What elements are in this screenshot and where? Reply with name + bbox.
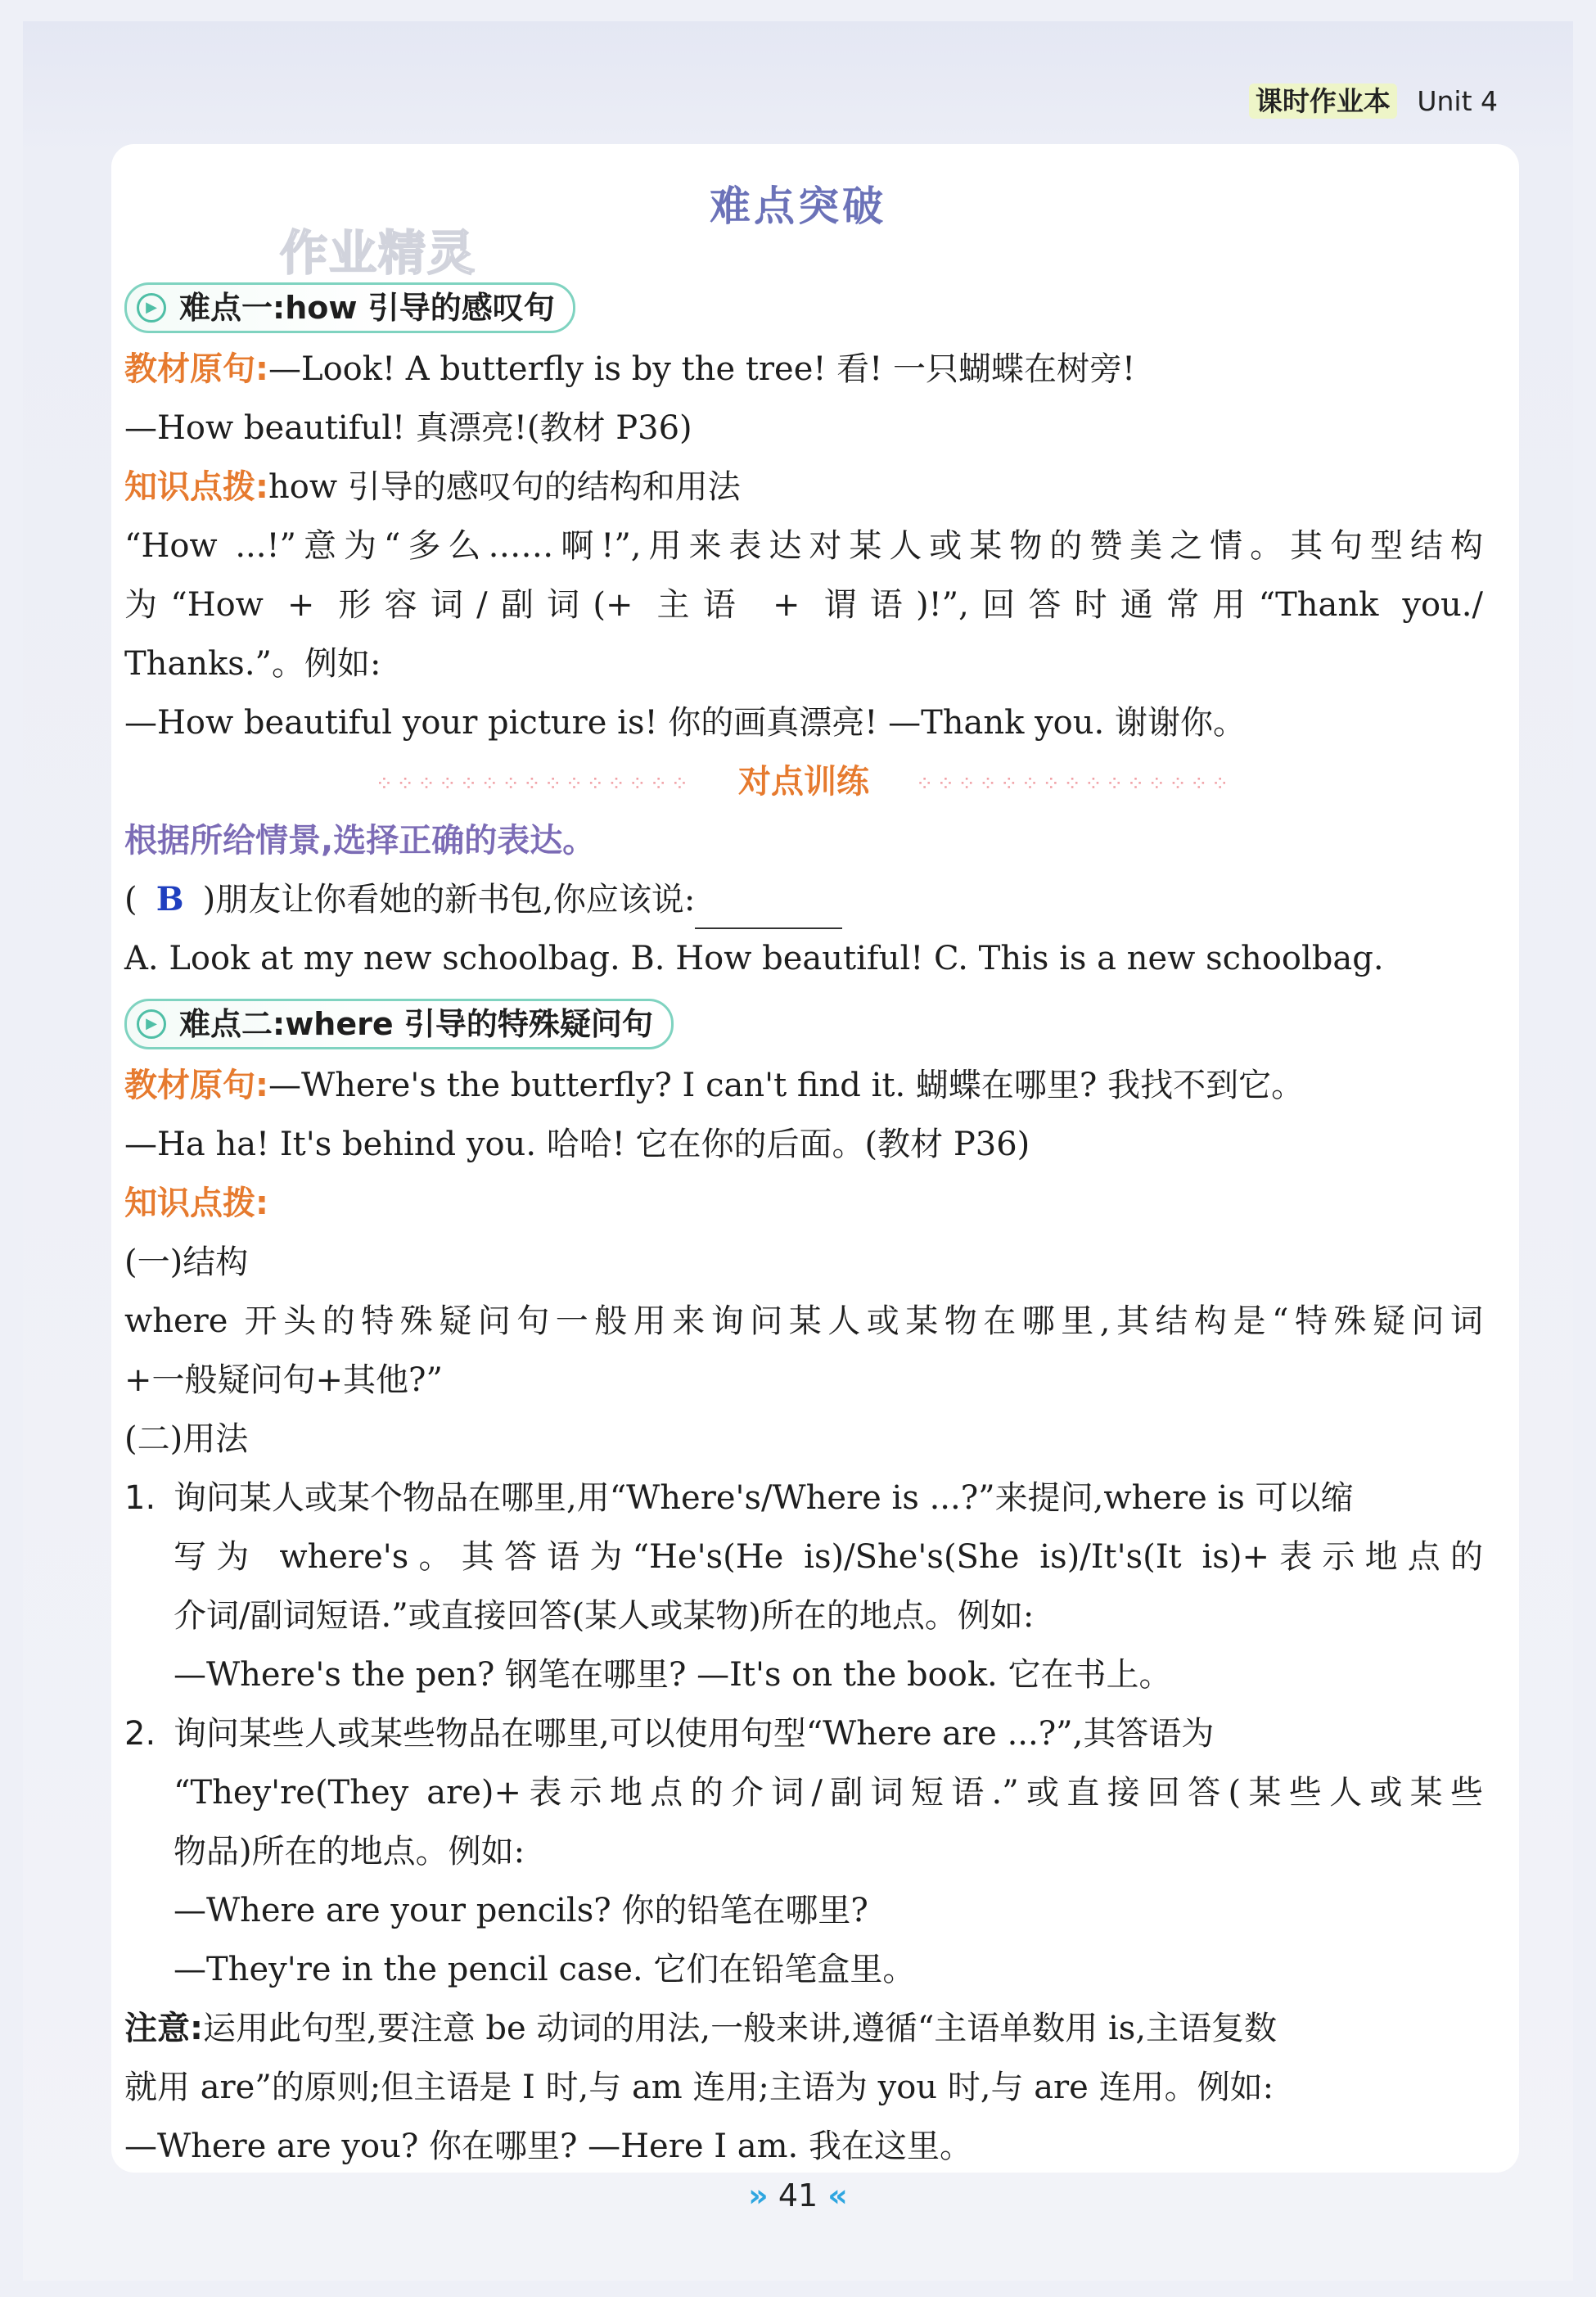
section1-kp-text: how 引导的感叹句的结构和用法 [268, 468, 741, 506]
note-label: 注意: [124, 2010, 203, 2047]
double-chevron-left-icon: « [827, 2177, 848, 2214]
page-title: 难点突破 [710, 183, 886, 230]
training-label: 对点训练 [738, 763, 869, 801]
section1-source-line2: —How beautiful! 真漂亮!(教材 P36) [124, 409, 692, 447]
page-number: 41 [778, 2177, 818, 2214]
section2-source-line2: —Ha ha! It's behind you. 哈哈! 它在你的后面。(教材 P36) [124, 1126, 1030, 1163]
usage1-example: —Where's the pen? 钢笔在哪里? —It's on the book. 它在书上。 [174, 1656, 1172, 1694]
play-arrow-icon: ▶ [137, 293, 166, 323]
note-line1 [124, 1999, 1483, 2058]
usage2-number: 2. [124, 1715, 156, 1753]
usage2-line1 [124, 1704, 1483, 1763]
note-example: —Where are you? 你在哪里? —Here I am. 我在这里。 [124, 2128, 972, 2165]
section1-heading [124, 282, 575, 333]
training-question [124, 870, 1483, 929]
section2-heading-text: 难点二:where 引导的特殊疑问句 [179, 1006, 653, 1042]
section1-body-line2: 为“How + 形容词/副词(+ 主语 + 谓语)!”,回答时通常用“Thank you./ [124, 586, 1483, 624]
double-chevron-right-icon: » [748, 2177, 769, 2214]
structure-line2: +一般疑问句+其他?” [124, 1361, 443, 1399]
usage2-line3: 物品)所在的地点。例如: [174, 1833, 525, 1871]
usage1-line1 [124, 1469, 1483, 1528]
section2-source-line1 [124, 1056, 1483, 1115]
note-line2: 就用 are”的原则;但主语是 I 时,与 am 连用;主语为 you 时,与 are 连用。例如: [124, 2069, 1274, 2106]
section2-heading [124, 999, 674, 1049]
section2-source-text1: —Where's the butterfly? I can't find it. 蝴蝶在哪里? 我找不到它。 [268, 1067, 1305, 1104]
section1-body-line3: Thanks.”。例如: [124, 645, 381, 683]
section1-kp-line [124, 458, 1483, 517]
section1-body-line1: “How ...!”意为“多么……啊!”,用来表达对某人或某物的赞美之情。其句型结构 [124, 527, 1483, 565]
training-instruction: 根据所给情景,选择正确的表达。 [124, 822, 596, 860]
usage1-line2: 写为 where's。其答语为“He's(He is)/She's(She is)/It's(It is)+表示地点的 [174, 1538, 1483, 1576]
usage-title: (二)用法 [124, 1420, 249, 1458]
answer-blank [695, 888, 842, 929]
usage1-text1: 询问某人或某个物品在哪里,用“Where's/Where is ...?”来提问,where is 可以缩 [174, 1479, 1354, 1517]
book-title: 课时作业本 [1249, 83, 1397, 119]
section1-heading-text: 难点一:how 引导的感叹句 [179, 290, 555, 326]
note-text1: 运用此句型,要注意 be 动词的用法,一般来讲,遵循“主语单数用 is,主语复数 [203, 2010, 1278, 2047]
play-arrow-icon: ▶ [137, 1009, 166, 1039]
section1-source-line1 [124, 340, 1483, 399]
section2-kp-label: 知识点拨: [124, 1185, 268, 1222]
structure-title: (一)结构 [124, 1243, 249, 1281]
question-paren: ( [124, 881, 138, 918]
training-dots-left: ⁘⁘⁘⁘⁘⁘⁘⁘⁘⁘⁘⁘⁘⁘⁘ [375, 772, 692, 797]
section2-source-label: 教材原句: [124, 1067, 268, 1104]
training-banner [124, 752, 1483, 811]
watermark-logo: 作业精灵 [280, 225, 477, 281]
running-header [1249, 80, 1498, 119]
section1-source-label: 教材原句: [124, 350, 268, 388]
usage1-number: 1. [124, 1479, 156, 1517]
page-footer [0, 2177, 1596, 2214]
training-dots-right: ⁘⁘⁘⁘⁘⁘⁘⁘⁘⁘⁘⁘⁘⁘⁘ [915, 772, 1233, 797]
usage2-example2: —They're in the pencil case. 它们在铅笔盒里。 [174, 1951, 916, 1988]
question-text: )朋友让你看她的新书包,你应该说: [202, 881, 696, 918]
usage2-text1: 询问某些人或某些物品在哪里,可以使用句型“Where are ...?”,其答语为 [174, 1715, 1215, 1753]
section1-kp-label: 知识点拨: [124, 468, 268, 506]
structure-line1: where 开头的特殊疑问句一般用来询问某人或某物在哪里,其结构是“特殊疑问词 [124, 1302, 1483, 1340]
unit-label: Unit 4 [1417, 85, 1498, 117]
answer-mark: B [156, 880, 184, 918]
section1-example: —How beautiful your picture is! 你的画真漂亮! —Thank you. 谢谢你。 [124, 704, 1246, 742]
main-content [124, 272, 1483, 2176]
usage2-example1: —Where are your pencils? 你的铅笔在哪里? [174, 1892, 868, 1929]
training-options: A. Look at my new schoolbag. B. How beautiful! C. This is a new schoolbag. [124, 940, 1384, 977]
section1-source-text1: —Look! A butterfly is by the tree! 看! 一只蝴蝶在树旁! [268, 350, 1136, 388]
usage1-line3: 介词/副词短语.”或直接回答(某人或某物)所在的地点。例如: [174, 1597, 1035, 1635]
usage2-line2: “They're(They are)+表示地点的介词/副词短语.”或直接回答(某些人或某些 [174, 1774, 1483, 1812]
